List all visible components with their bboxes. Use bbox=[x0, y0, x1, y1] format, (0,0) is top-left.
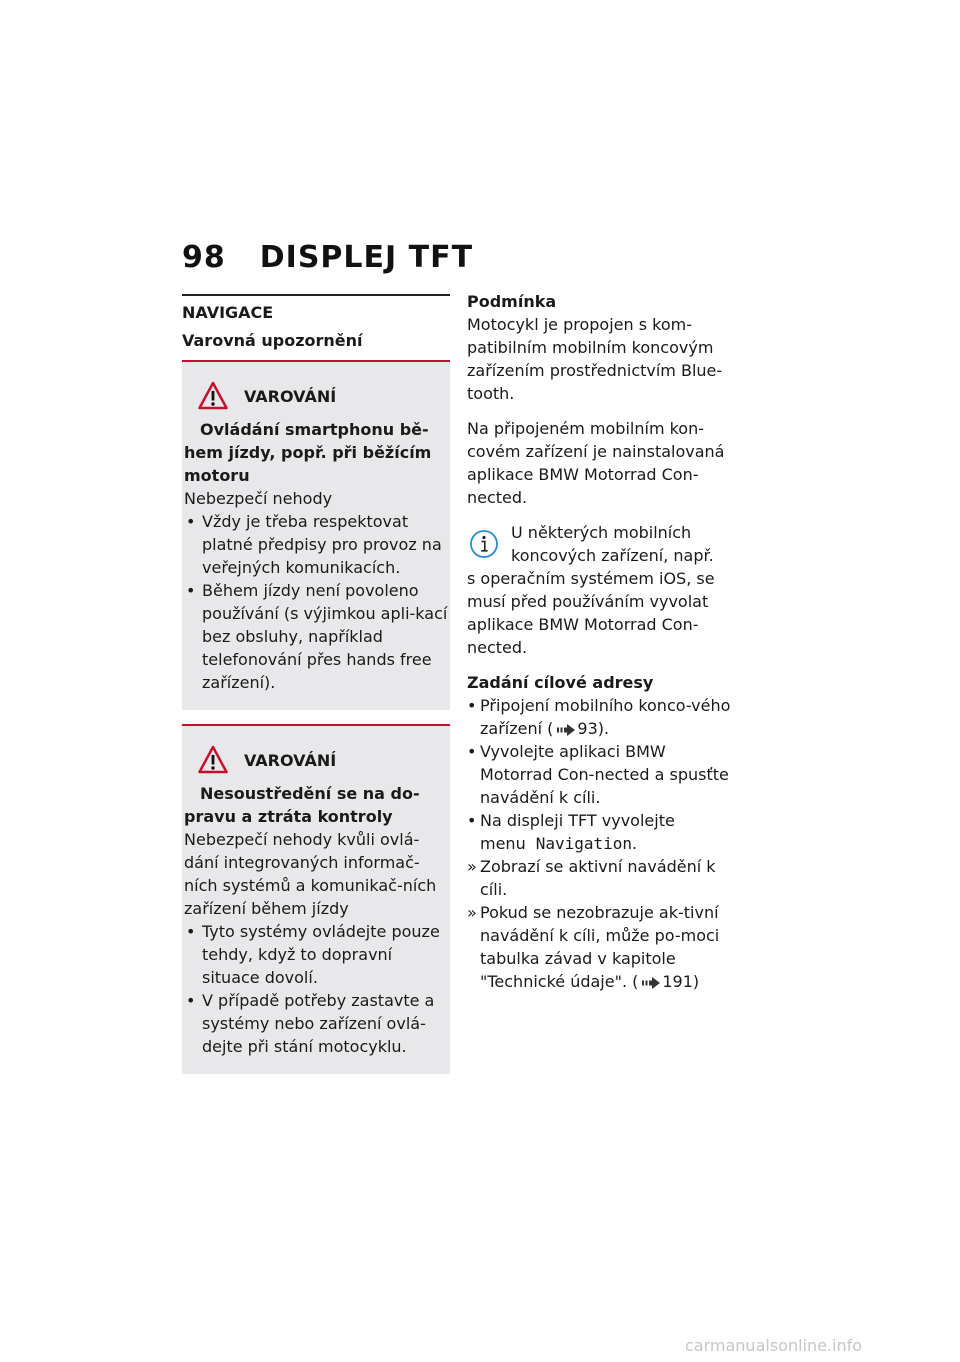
page-reference[interactable]: 191) bbox=[662, 972, 700, 991]
page-reference-arrow-icon bbox=[642, 977, 660, 989]
list-item: » Pokud se nezobrazuje ak-tivní navádění k cíli, může po-moci tabulka závad v kapitole "Technické údaje". ( 191) bbox=[467, 901, 742, 993]
warning-title: Nesoustředění se na do- pravu a ztráta kontroly bbox=[184, 784, 420, 826]
warning-header bbox=[198, 376, 448, 416]
warnings-subheading: Varovná upozornění bbox=[182, 331, 363, 350]
warning-box-1 bbox=[182, 362, 450, 710]
warning-bullet-list bbox=[184, 920, 448, 1058]
list-item: • Vždy je třeba respektovat platné předpisy pro provoz na veřejných komunikacích. bbox=[184, 510, 448, 579]
warning-description: Nebezpečí nehody bbox=[184, 489, 333, 508]
menu-name: Navigation bbox=[535, 834, 633, 853]
list-item: • Na displeji TFT vyvolejte menu Navigation. bbox=[467, 809, 742, 855]
info-icon bbox=[469, 529, 499, 559]
left-column bbox=[182, 294, 450, 1074]
condition-paragraph: Na připojeném mobilním kon-covém zařízení je nainstalovaná aplikace BMW Motorrad Con-nected. bbox=[467, 419, 725, 507]
list-item: • Během jízdy není povoleno používání (s výjimkou apli-kací bez obsluhy, například telefonování přes hands free zařízení). bbox=[184, 579, 448, 694]
warning-triangle-icon bbox=[198, 381, 228, 411]
destination-heading: Zadání cílové adresy bbox=[467, 673, 654, 692]
warning-box-2 bbox=[182, 726, 450, 1074]
chapter-title: DISPLEJ TFT bbox=[259, 240, 474, 275]
warning-description: Nebezpečí nehody kvůli ovlá-dání integrovaných informač-ních systémů a komunikač-ních zařízení během jízdy bbox=[184, 830, 437, 918]
warning-label: VAROVÁNÍ bbox=[244, 386, 337, 406]
list-item: • Vyvolejte aplikaci BMW Motorrad Con-nected a spusťte navádění k cíli. bbox=[467, 740, 742, 809]
page-number: 98 bbox=[182, 240, 226, 275]
page-reference-arrow-icon bbox=[557, 724, 575, 736]
watermark: carmanualsonline.info bbox=[685, 1336, 863, 1355]
section-rule bbox=[182, 294, 450, 296]
list-item: • Připojení mobilního konco-vého zařízení ( 93). bbox=[467, 694, 742, 740]
warning-label: VAROVÁNÍ bbox=[244, 750, 337, 770]
list-item: • V případě potřeby zastavte a systémy nebo zařízení ovlá-dejte při stání motocyklu. bbox=[184, 989, 448, 1058]
info-note: U některých mobilních koncových zařízení, např. s operačním systémem iOS, se musí před používáním vyvolat aplikace BMW Motorrad Con-nected. bbox=[467, 523, 715, 657]
condition-paragraph: Motocykl je propojen s kom-patibilním mobilním koncovým zařízením prostřednictvím Blue-tooth. bbox=[467, 315, 723, 403]
warning-bullet-list bbox=[184, 510, 448, 694]
list-item: » Zobrazí se aktivní navádění k cíli. bbox=[467, 855, 742, 901]
warning-title: Ovládání smartphonu bě- hem jízdy, popř. při běžícím motoru bbox=[184, 420, 432, 485]
list-item: • Tyto systémy ovládejte pouze tehdy, když to dopravní situace dovolí. bbox=[184, 920, 448, 989]
warning-triangle-icon bbox=[198, 745, 228, 775]
section-title: NAVIGACE bbox=[182, 303, 274, 322]
page-header bbox=[182, 240, 473, 275]
condition-heading: Podmínka bbox=[467, 292, 557, 311]
right-column bbox=[467, 290, 742, 993]
steps-list bbox=[467, 694, 742, 993]
warning-header bbox=[198, 740, 448, 780]
page-reference[interactable]: 93). bbox=[577, 719, 610, 738]
